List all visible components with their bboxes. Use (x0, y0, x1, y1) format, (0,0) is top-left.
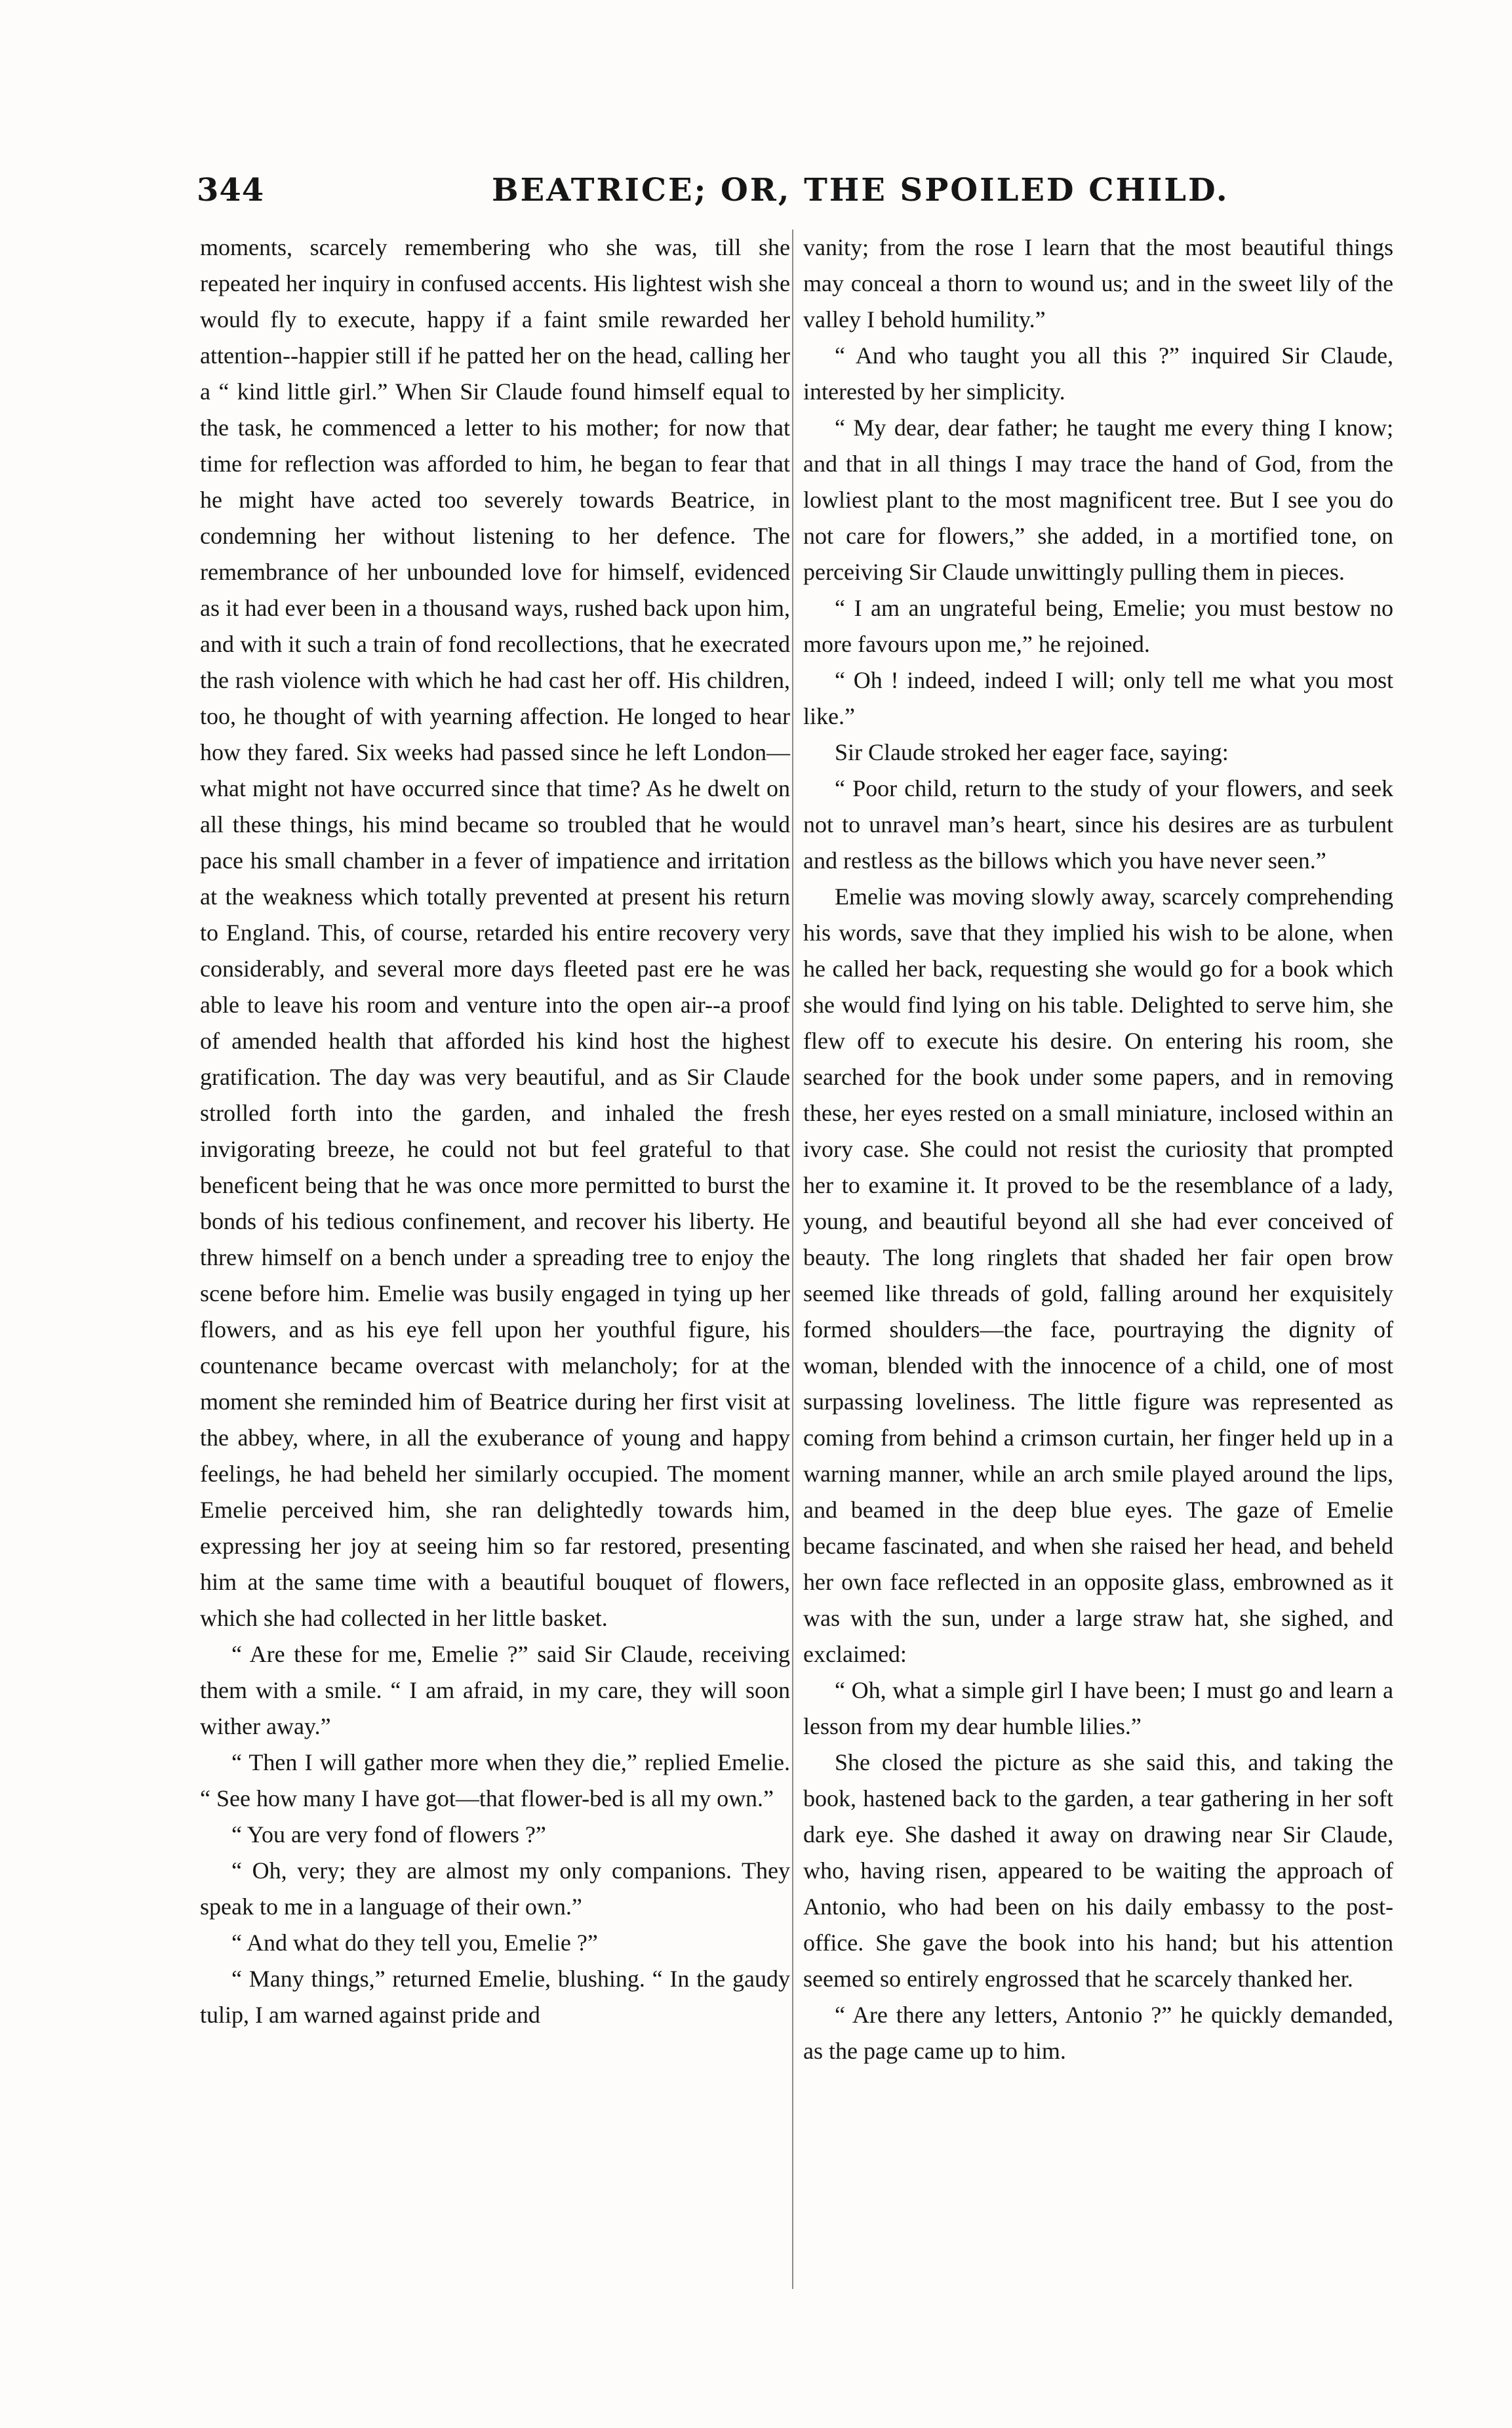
paragraph: “ Many things,” returned Emelie, blushing. “ In the gaudy tulip, I am warned against pride and (200, 1966, 790, 2028)
paragraph: Emelie was moving slowly away, scarcely comprehending his words, save that they implied his wish to be alone, when he called her back, requesting she would go for a book which she would find lying on his table. Delighted to serve him, she flew off to execute his desire. On entering his room, she searched for the book under some papers, and in removing these, her eyes rested on a small miniature, inclosed within an ivory case. She could not resist the curiosity that prompted her to examine it. It proved to be the resemblance of a lady, young, and beautiful beyond all she had ever conceived of beauty. The long ringlets that shaded her fair open brow seemed like threads of gold, falling around her exquisitely formed shoulders—the face, pourtraying the dignity of woman, blended with the innocence of a child, one of most surpassing loveliness. The little figure was represented as coming from behind a crimson curtain, her finger held up in a warning manner, while an arch smile played around the lips, and beamed in the deep blue eyes. The gaze of Emelie became fascinated, and when she raised her head, and beheld her own face reflected in an opposite glass, embrowned as it was with the sun, under a large straw hat, she sighed, and exclaimed: (803, 883, 1393, 1667)
paragraph: “ I am an ungrateful being, Emelie; you must bestow no more favours upon me,” he rejoined. (803, 595, 1393, 657)
paragraph: “ And who taught you all this ?” inquired Sir Claude, interested by her simplicity. (803, 342, 1393, 405)
paragraph: “ Oh, very; they are almost my only companions. They speak to me in a language of their own.” (200, 1857, 790, 1920)
paragraph: vanity; from the rose I learn that the most beautiful things may conceal a thorn to wound us; and in the sweet lily of the valley I behold humility.” (803, 234, 1393, 333)
paragraph: Sir Claude stroked her eager face, saying: (835, 739, 1229, 765)
page-number: 344 (197, 172, 265, 209)
paragraph: “ And what do they tell you, Emelie ?” (231, 1930, 598, 1956)
page-header (197, 172, 1229, 218)
paragraph: “ Are these for me, Emelie ?” said Sir Claude, receiving them with a smile. “ I am afraid, in my care, they will soon wither away.” (200, 1641, 790, 1739)
paragraph: She closed the picture as she said this, and taking the book, hastened back to the garden, a tear gathering in her soft dark eye. She dashed it away on drawing near Sir Claude, who, having risen, appeared to be waiting the approach of Antonio, who had been on his daily embassy to the post-office. She gave the book into his hand; but his attention seemed so entirely engrossed that he scarcely thanked her. (803, 1749, 1393, 1992)
paragraph: “ Then I will gather more when they die,” replied Emelie. “ See how many I have got—that flower-bed is all my own.” (200, 1749, 790, 1811)
left-column (200, 230, 790, 2033)
column-divider (792, 230, 793, 2289)
paragraph: “ Are there any letters, Antonio ?” he quickly demanded, as the page came up to him. (803, 2002, 1393, 2064)
paragraph: “ Poor child, return to the study of your flowers, and seek not to unravel man’s heart, since his desires are as turbulent and restless as the billows which you have never seen.” (803, 775, 1393, 874)
paragraph: moments, scarcely remembering who she was, till she repeated her inquiry in confused accents. His lightest wish she would fly to execute, happy if a faint smile rewarded her attention--happier still if he patted her on the head, calling her a “ kind little girl.” When Sir Claude found himself equal to the task, he commenced a letter to his mother; for now that time for reflection was afforded to him, he began to fear that he might have acted too severely towards Beatrice, in condemning her without listening to her defence. The remembrance of her unbounded love for himself, evidenced as it had ever been in a thousand ways, rushed back upon him, and with it such a train of fond recollections, that he execrated the rash violence with which he had cast her off. His children, too, he thought of with yearning affection. He longed to hear how they fared. Six weeks had passed since he left London—what might not have occurred since that time? As he dwelt on all these things, his mind became so troubled that he would pace his small chamber in a fever of impatience and irritation at the weakness which totally prevented at present his return to England. This, of course, retarded his entire recovery very considerably, and several more days fleeted past ere he was able to leave his room and venture into the open air--a proof of amended health that afforded his kind host the highest gratification. The day was very beautiful, and as Sir Claude strolled forth into the garden, and inhaled the fresh invigorating breeze, he could not but feel grateful to that beneficent being that he was once more permitted to burst the bonds of his tedious confinement, and recover his liberty. He threw himself on a bench under a spreading tree to enjoy the scene before him. Emelie was busily engaged in tying up her flowers, and as his eye fell upon her youthful figure, his countenance became overcast with melancholy; for at the moment she reminded him of Beatrice during her first visit at the abbey, where, in all the exuberance of young and happy feelings, he had beheld her similarly occupied. The moment Emelie perceived him, she ran delightedly towards him, expressing her joy at seeing him so far restored, presenting him at the same time with a beautiful bouquet of flowers, which she had collected in her little basket. (200, 234, 790, 1631)
paragraph: “ My dear, dear father; he taught me every thing I know; and that in all things I may trace the hand of God, from the lowliest plant to the most magnificent tree. But I see you do not care for flowers,” she added, in a mortified tone, on perceiving Sir Claude unwittingly pulling them in pieces. (803, 415, 1393, 585)
paragraph: “ You are very fond of flowers ?” (231, 1821, 546, 1848)
paragraph: “ Oh ! indeed, indeed I will; only tell me what you most like.” (803, 667, 1393, 729)
paragraph: “ Oh, what a simple girl I have been; I must go and learn a lesson from my dear humble lilies.” (803, 1677, 1393, 1739)
right-column (803, 230, 1393, 2069)
running-head: BEATRICE; OR, THE SPOILED CHILD. (492, 172, 1229, 209)
